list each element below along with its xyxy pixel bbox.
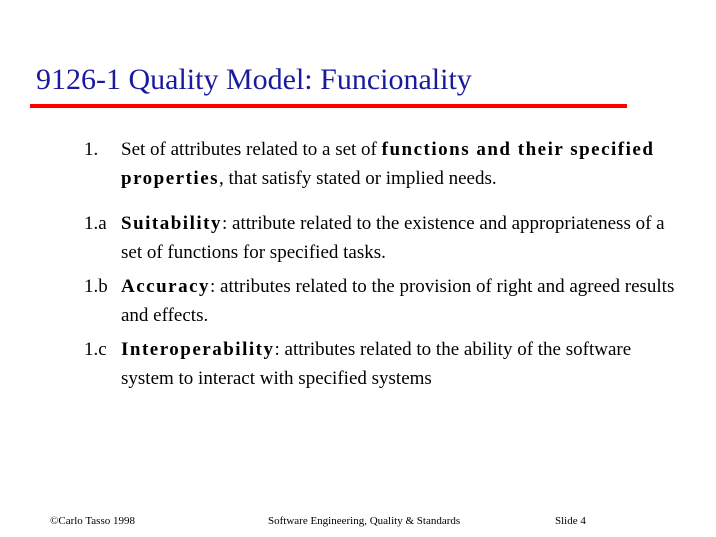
item-number: 1.c xyxy=(84,339,107,360)
item-text xyxy=(121,335,684,393)
item-text-part: Set of attributes related to a set of xyxy=(121,139,382,160)
item-text-part: : attributes related to the provision of right and agreed results and effects. xyxy=(121,276,675,326)
item-text xyxy=(121,209,684,267)
item-number: 1.a xyxy=(84,213,107,234)
item-text-part: : attributes related to the ability of the software system to interact with specified systems xyxy=(121,339,632,389)
list-item-1b xyxy=(84,272,684,330)
title-underline xyxy=(30,104,627,108)
slide-title: 9126-1 Quality Model: Funcionality xyxy=(36,63,472,96)
list-item-1c xyxy=(84,335,684,393)
list-item-1a xyxy=(84,209,684,267)
footer-slide-number: Slide 4 xyxy=(555,515,586,527)
item-keyword: Interoperability xyxy=(121,339,275,360)
footer-copyright: ©Carlo Tasso 1998 xyxy=(50,515,135,527)
item-text-part: : attribute related to the existence and appropriateness of a set of functions for specified tasks. xyxy=(121,213,665,263)
footer-course-title: Software Engineering, Quality & Standards xyxy=(268,515,461,527)
item-keyword: their specified properties xyxy=(121,139,655,189)
item-number: 1. xyxy=(84,139,99,160)
item-keyword-connector: and xyxy=(470,139,518,160)
item-keyword: functions xyxy=(381,139,471,160)
item-text-part: , that satisfy stated or implied needs. xyxy=(219,168,497,189)
item-text xyxy=(121,272,684,330)
item-number: 1.b xyxy=(84,276,108,297)
item-keyword: Accuracy xyxy=(121,276,211,297)
item-text xyxy=(121,135,684,193)
item-keyword: Suitability xyxy=(121,213,222,234)
list-item-1 xyxy=(84,135,684,193)
